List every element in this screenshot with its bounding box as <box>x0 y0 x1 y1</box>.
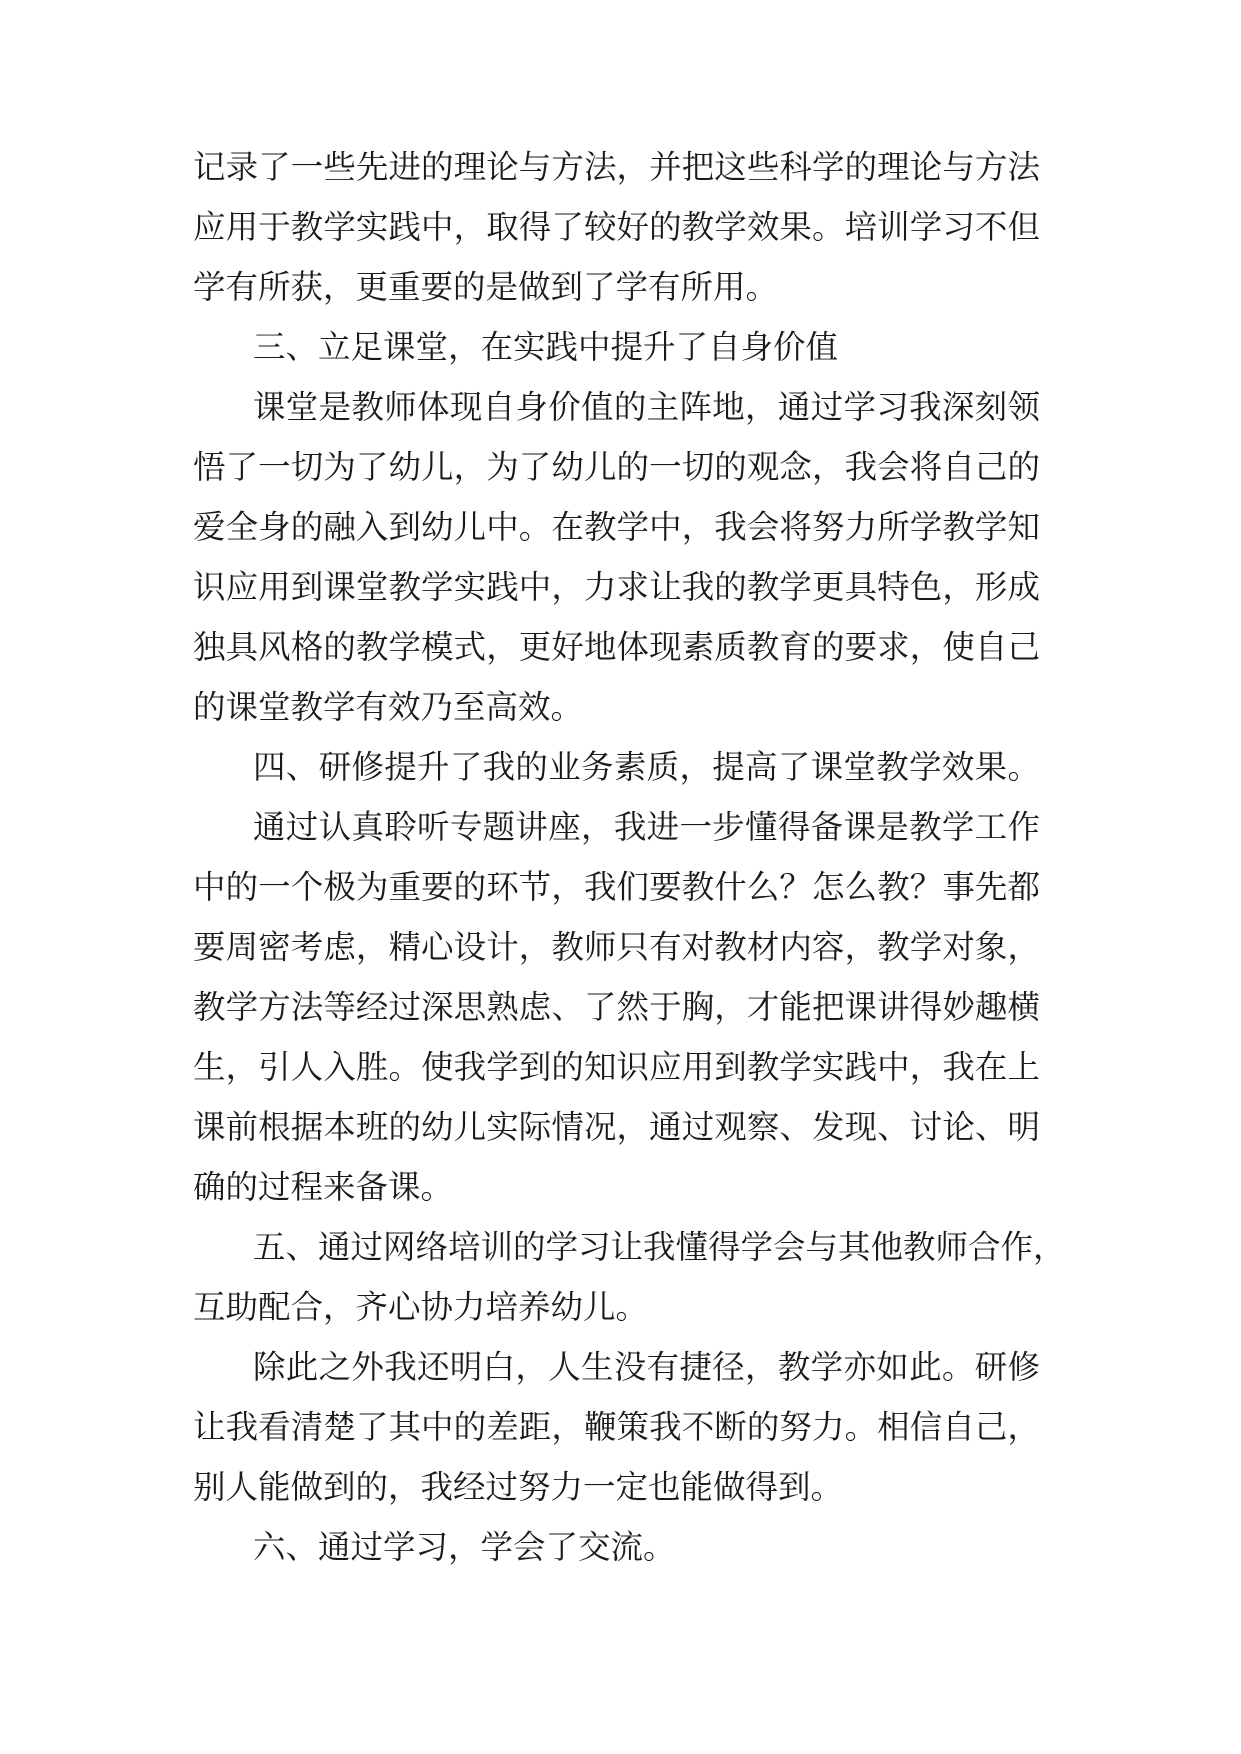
text-line: 悟了一切为了幼儿，为了幼儿的一切的观念，我会将自己的 <box>193 448 1040 486</box>
text-line: 课前根据本班的幼儿实际情况，通过观察、发现、讨论、明 <box>193 1108 1040 1146</box>
text-line: 要周密考虑，精心设计，教师只有对教材内容，教学对象， <box>193 928 1040 966</box>
text-line: 学有所获，更重要的是做到了学有所用。 <box>193 268 779 306</box>
text-line: 互助配合，齐心协力培养幼儿。 <box>193 1288 649 1326</box>
text-line: 生，引人入胜。使我学到的知识应用到教学实践中，我在上 <box>193 1048 1040 1086</box>
text-line: 记录了一些先进的理论与方法，并把这些科学的理论与方法 <box>193 148 1040 186</box>
section-heading: 三、立足课堂，在实践中提升了自身价值 <box>253 328 839 366</box>
section-heading: 四、研修提升了我的业务素质，提高了课堂教学效果。 <box>253 748 1040 786</box>
text-line: 确的过程来备课。 <box>193 1168 454 1206</box>
text-line: 教学方法等经过深思熟虑、了然于胸，才能把课讲得妙趣横 <box>193 988 1040 1026</box>
text-line: 通过认真聆听专题讲座，我进一步懂得备课是教学工作 <box>253 808 1040 846</box>
text-line: 独具风格的教学模式，更好地体现素质教育的要求，使自己 <box>193 628 1040 666</box>
text-line: 爱全身的融入到幼儿中。在教学中，我会将努力所学教学知 <box>193 508 1040 546</box>
text-line: 的课堂教学有效乃至高效。 <box>193 688 584 726</box>
text-line: 别人能做到的，我经过努力一定也能做得到。 <box>193 1468 844 1506</box>
text-line: 让我看清楚了其中的差距，鞭策我不断的努力。相信自己， <box>193 1408 1040 1446</box>
text-line: 识应用到课堂教学实践中，力求让我的教学更具特色，形成 <box>193 568 1040 606</box>
section-heading: 五、通过网络培训的学习让我懂得学会与其他教师合作， <box>253 1228 1066 1266</box>
text-line: 应用于教学实践中，取得了较好的教学效果。培训学习不但 <box>193 208 1040 246</box>
text-line: 中的一个极为重要的环节，我们要教什么？怎么教？事先都 <box>193 868 1040 906</box>
text-line: 课堂是教师体现自身价值的主阵地，通过学习我深刻领 <box>253 388 1040 426</box>
section-heading: 六、通过学习，学会了交流。 <box>253 1528 676 1566</box>
text-line: 除此之外我还明白，人生没有捷径，教学亦如此。研修 <box>253 1348 1040 1386</box>
